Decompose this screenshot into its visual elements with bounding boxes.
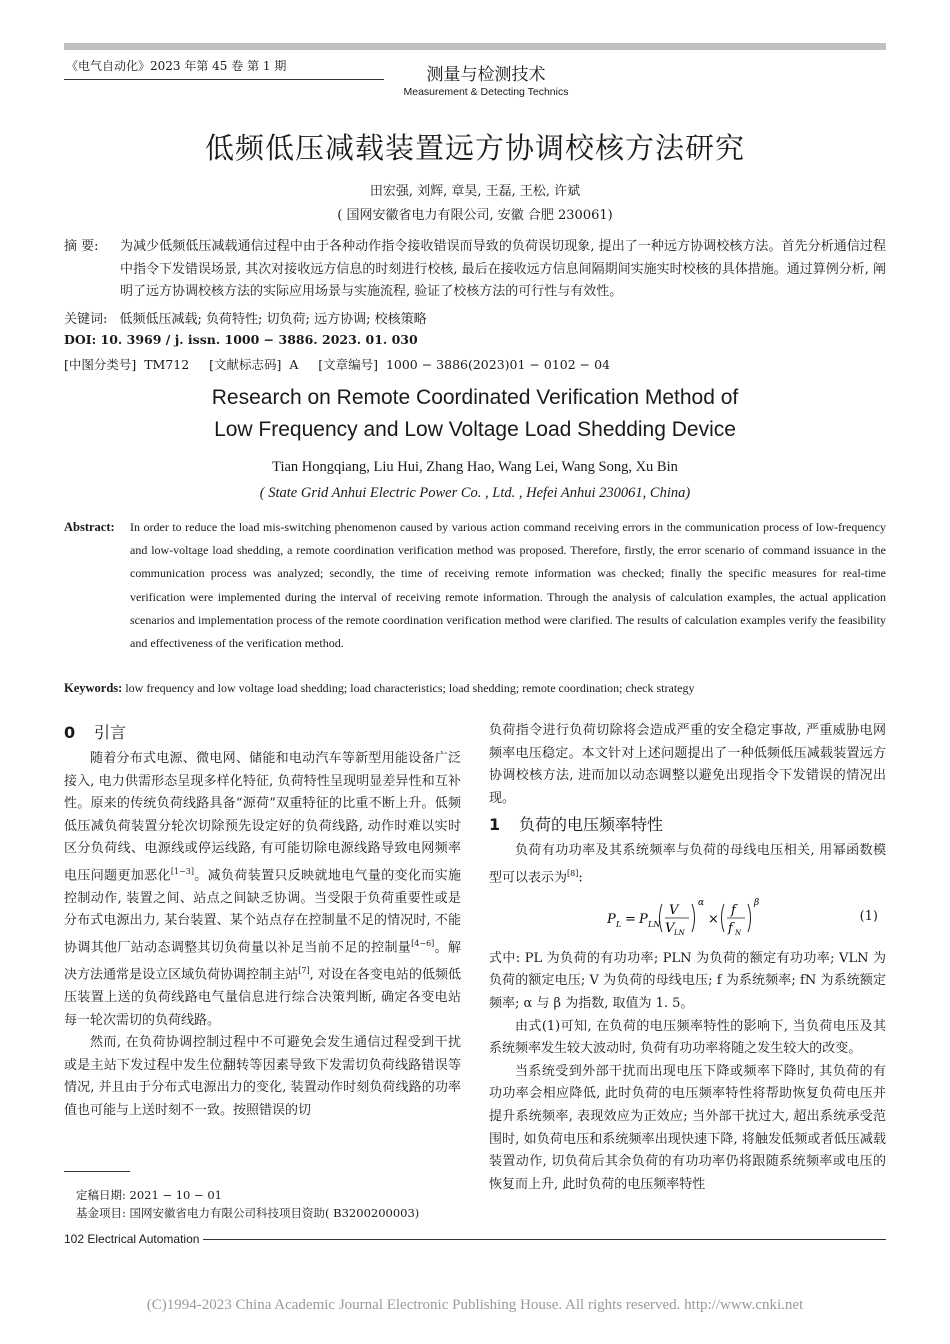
- section-0-title: 引言: [94, 723, 127, 742]
- footnote-fund: 基金项目: 国网安徽省电力有限公司科技项目资助( B3200200003): [76, 1206, 420, 1220]
- abstract-en: [64, 516, 886, 655]
- article-no-value: 1000 − 3886(2023)01 − 0102 − 04: [385, 357, 611, 372]
- authors-en: Tian Hongqiang, Liu Hui, Zhang Hao, Wang Lei, Wang Song, Xu Bin: [272, 459, 678, 475]
- keywords-cn: [64, 308, 427, 327]
- keywords-en-label: Keywords:: [64, 681, 123, 695]
- citation-8: [8]: [567, 868, 579, 878]
- section-1-paragraph-1: [489, 840, 886, 890]
- abstract-cn: [64, 236, 886, 304]
- svg-text:β: β: [754, 897, 760, 908]
- page-footer-rule: [203, 1239, 886, 1240]
- svg-text:×: ×: [708, 911, 719, 927]
- section-1-title: 负荷的电压频率特性: [519, 815, 664, 835]
- right-column: [489, 720, 886, 1196]
- intro-p1-part-a: 随着分布式电源、微电网、储能和电动汽车等新型用能设备广泛接入, 电力供需形态呈现多样化特征, 负荷特性呈现明显差异性和互补性。原来的传统负荷线路具备“源荷”双重特征的比重不断上升。低频低压减负荷装置分轮次切除预先设定好的负荷线路, 动作时难以实时区分负荷线、电源线或停运线路, 有可能切除电源线路导致电网频率电压问题更加恶化: [64, 751, 461, 884]
- footnote-rule: [64, 1171, 130, 1172]
- journal-info: 《电气自动化》2023 年第 45 卷 第 1 期: [66, 59, 287, 73]
- section-0-heading: [64, 720, 461, 746]
- page-footer: 102 Electrical Automation: [64, 1232, 200, 1246]
- svg-text:LN: LN: [648, 919, 661, 929]
- clc-value: TM712: [144, 357, 190, 372]
- affiliation-cn: ( 国网安徽省电力有限公司, 安徽 合肥 230061): [337, 208, 613, 223]
- svg-text:L: L: [616, 919, 622, 929]
- svg-text:f: f: [728, 920, 733, 936]
- copyright-watermark: (C)1994-2023 China Academic Journal Electronic Publishing House. All rights reserved. http://www.cnki.net: [146, 1297, 804, 1313]
- title-en-line-1: Research on Remote Coordinated Verification Method of: [211, 386, 739, 409]
- paper-title-en: [0, 382, 950, 446]
- intro-p1-part-c: 。解决方法通常是设立区域负荷协调控制主站: [64, 940, 461, 983]
- column-title-cn: 测量与检测技术: [426, 65, 546, 85]
- equation-1: [489, 892, 886, 944]
- intro-paragraph-1: [64, 748, 461, 1032]
- citation-7: [7]: [298, 966, 310, 975]
- s1-p1-part-a: 负荷有功功率及其系统频率与负荷的母线电压相关, 用幂函数模型可以表示为: [489, 843, 886, 886]
- intro-p1-part-d: , 对设在各变电站的低频低压装置上送的负荷线路电气量信息进行综合决策判断, 确定各变电站每一轮次需切的负荷线路。: [64, 967, 461, 1028]
- equation-1-number: (1): [859, 908, 878, 924]
- left-column: [64, 720, 461, 1122]
- svg-text:P: P: [607, 911, 616, 927]
- paper-title-cn: 低频低压减载装置远方协调校核方法研究: [204, 131, 745, 165]
- title-en-line-2: Low Frequency and Low Voltage Load Shedding Device: [214, 418, 736, 441]
- section-0-number: 0: [64, 723, 76, 742]
- keywords-cn-text: 低频低压减载; 负荷特性; 切负荷; 远方协调; 校核策略: [119, 312, 427, 327]
- svg-text:V: V: [669, 902, 679, 918]
- equation-1-explanation: 式中: PL 为负荷的有功功率; PLN 为负荷的额定有功功率; VLN 为负荷的额定电压; V 为负荷的母线电压; f 为系统频率; fN 为系统额定频率; α 与 β 为指数, 取值为 1. 5。: [489, 950, 886, 1012]
- s1-p1-part-b: :: [578, 870, 583, 886]
- equation-1-formula: [607, 892, 777, 944]
- abstract-cn-label: 摘 要:: [64, 239, 99, 254]
- section-1-number: 1: [489, 815, 501, 835]
- keywords-en: [64, 681, 694, 696]
- authors-cn: 田宏强, 刘辉, 章昊, 王磊, 王松, 许斌: [369, 184, 581, 199]
- doc-code-value: A: [289, 357, 299, 372]
- intro-paragraph-2: 然而, 在负荷协调控制过程中不可避免会发生通信过程受到干扰或是主站下发过程中发生位翻转等因素导致下发需切负荷线路错误等情况, 并且由于分布式电源出力的变化, 装置动作时刻负荷线路的功率值也可能与上送时刻不一致。按照错误的切: [64, 1035, 461, 1118]
- intro-p1-part-b: 。减负荷装置只反映就地电气量的变化而实施控制动作, 装置之间、站点之间缺乏协调。当受限于负荷重要性或是分布式电源出力, 某台装置、某个站点存在控制量不足的情况时, 不能协调其他厂站动态调整其切负荷量以补足当前不足的控制量: [64, 868, 461, 956]
- abstract-cn-text: 为减少低频低压减载通信过程中由于各种动作指令接收错误而导致的负荷误切现象, 提出了一种远方协调校核方法。首先分析通信过程中指令下发错误场景, 其次对接收远方信息的时刻进行校核, 最后在接收远方信息间隔期间实施实时校核的具体措施。通过算例分析, 阐明了远方协调校核方法的实际应用场景与实施流程, 验证了校核方法的可行性与有效性。: [120, 239, 886, 299]
- svg-text:V: V: [665, 920, 675, 936]
- svg-text:LN: LN: [674, 928, 685, 937]
- svg-text:P: P: [639, 911, 648, 927]
- section-1-heading: [489, 812, 886, 838]
- section-1-paragraph-2: 由式(1)可知, 在负荷的电压频率特性的影响下, 当负荷电压及其系统频率发生较大波动时, 负荷有功功率将随之发生较大的改变。: [489, 1018, 886, 1057]
- keywords-en-text: low frequency and low voltage load shedding; load characteristics; load shedding; remote coordination; check strategy: [125, 681, 695, 695]
- svg-text:f: f: [731, 902, 736, 918]
- svg-text:α: α: [698, 897, 705, 908]
- svg-text:=: =: [625, 911, 636, 927]
- footnote-received: 定稿日期: 2021 − 10 − 01: [76, 1188, 222, 1202]
- clc-label: [中图分类号]: [64, 357, 137, 372]
- classification-line: [64, 355, 610, 373]
- affiliation-en: ( State Grid Anhui Electric Power Co. , Ltd. , Hefei Anhui 230061, China): [259, 485, 691, 501]
- citation-1-3: [1−3]: [170, 866, 194, 876]
- doc-code-label: [文献标志码]: [209, 357, 282, 372]
- article-no-label: [文章编号]: [318, 357, 378, 372]
- intro-paragraph-continued: 负荷指令进行负荷切除将会造成严重的安全稳定事故, 严重威胁电网频率电压稳定。本文针对上述问题提出了一种低频低压减载装置远方协调校核方法, 进而加以动态调整以避免出现指令下发错误的情况出现。: [489, 723, 886, 806]
- keywords-cn-label: 关键词:: [64, 312, 108, 327]
- svg-text:N: N: [735, 928, 742, 937]
- header-underline: [64, 79, 384, 80]
- abstract-en-label: Abstract:: [64, 520, 115, 534]
- column-title-en: Measurement & Detecting Technics: [403, 86, 569, 98]
- section-1-paragraph-3: 当系统受到外部干扰而出现电压下降或频率下降时, 其负荷的有功功率会相应降低, 此时负荷的电压频率特性将帮助恢复负荷电压并提升系统频率, 表现效应为正效应; 当外部干扰过大, 超出系统承受范围时, 如负荷电压和系统频率出现快速下降, 将触发低频或者低压减载装置动作, 切负荷后其余负荷的有功功率仍将跟随系统频率或电压的恢复而上升, 此时负荷的电压频率特性: [489, 1063, 886, 1192]
- abstract-en-text: In order to reduce the load mis-switching phenomenon caused by various action command receiving errors in the communication process of low-frequency and low-voltage load shedding, a remote coordination verification method was proposed. Therefore, firstly, the error scenario of command issuance in the communication process was analyzed; secondly, the time of receiving remote information was checked; finally the specific measures for real-time verification were implemented during the interval of receiving remote information. Through the analysis of calculation examples, the actual application scenarios and implementation process of the remote coordination verification method were clarified. The results of calculation examples verify the feasibility and effectiveness of the verification method.: [130, 520, 886, 651]
- citation-4-6: [4−6]: [411, 939, 435, 949]
- header-rule-bar: [64, 43, 886, 50]
- doi: DOI: 10. 3969 / j. issn. 1000 − 3886. 2023. 01. 030: [64, 332, 418, 347]
